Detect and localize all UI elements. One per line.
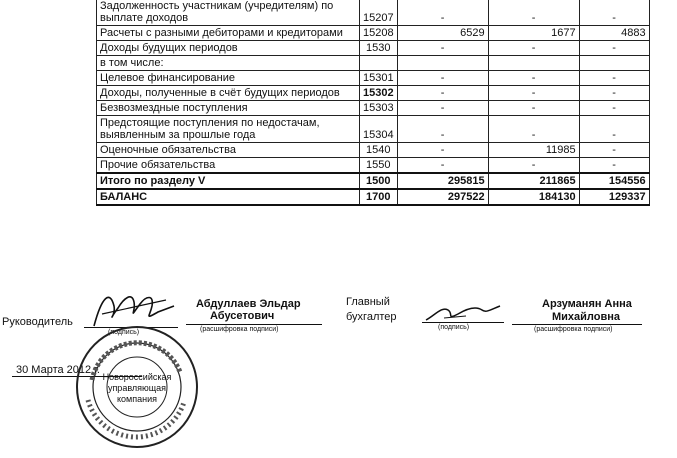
accountant-name-line2: Михайловна bbox=[552, 311, 621, 323]
row-value-3: - bbox=[579, 71, 649, 86]
row-value-1: - bbox=[397, 143, 488, 158]
row-code bbox=[360, 56, 398, 71]
row-code: 15301 bbox=[360, 71, 398, 86]
row-value-1: - bbox=[397, 158, 488, 174]
stamp-center-line2: управляющая bbox=[107, 383, 167, 393]
total-value-1: 295815 bbox=[397, 173, 488, 189]
total-value-2: 211865 bbox=[488, 173, 579, 189]
row-value-1: - bbox=[397, 71, 488, 86]
head-label: Руководитель bbox=[2, 316, 73, 328]
document-date: 30 Марта 2012 г. bbox=[16, 364, 100, 376]
accountant-sign-caption: (подпись) bbox=[438, 324, 470, 331]
row-value-3: 4883 bbox=[579, 26, 649, 41]
row-value-1: - bbox=[397, 86, 488, 101]
row-value-2: - bbox=[488, 86, 579, 101]
accountant-label-line2: бухгалтер bbox=[346, 311, 397, 323]
row-code: 1530 bbox=[360, 41, 398, 56]
row-label: Доходы, полученные в счёт будущих периодов bbox=[97, 86, 360, 101]
head-decode-line bbox=[186, 324, 322, 325]
total-code: 1500 bbox=[360, 173, 398, 189]
row-value-2: - bbox=[488, 101, 579, 116]
balance-table bbox=[96, 0, 650, 206]
row-value-3: - bbox=[579, 41, 649, 56]
row-value-3: - bbox=[579, 158, 649, 174]
table-row bbox=[97, 158, 650, 174]
table-row bbox=[97, 116, 650, 143]
row-label: Прочие обязательства bbox=[97, 158, 360, 174]
row-label: Доходы будущих периодов bbox=[97, 41, 360, 56]
row-value-3: - bbox=[579, 0, 649, 26]
row-value-1: 6529 bbox=[397, 26, 488, 41]
row-label: Расчеты с разными дебиторами и кредиторами bbox=[97, 26, 360, 41]
table-row bbox=[97, 101, 650, 116]
table-row bbox=[97, 26, 650, 41]
row-value-2: - bbox=[488, 116, 579, 143]
row-value-2 bbox=[488, 56, 579, 71]
head-name-line1: Абдуллаев Эльдар bbox=[196, 298, 301, 310]
stamp-center-line1: Новороссийская bbox=[102, 372, 172, 382]
row-code: 15208 bbox=[360, 26, 398, 41]
table-row bbox=[97, 56, 650, 71]
round-stamp-icon bbox=[72, 322, 202, 452]
row-value-3: - bbox=[579, 116, 649, 143]
accountant-decode-line bbox=[512, 324, 642, 325]
row-value-2: - bbox=[488, 0, 579, 26]
balance-code: 1700 bbox=[360, 189, 398, 205]
row-value-1: - bbox=[397, 101, 488, 116]
accountant-name-line1: Арзуманян Анна bbox=[542, 298, 632, 310]
table-row bbox=[97, 143, 650, 158]
head-decode-caption: (расшифровка подписи) bbox=[200, 326, 279, 333]
table-row bbox=[97, 0, 650, 26]
row-label: Целевое финансирование bbox=[97, 71, 360, 86]
table-row bbox=[97, 71, 650, 86]
table-row bbox=[97, 41, 650, 56]
accountant-decode-caption: (расшифровка подписи) bbox=[534, 326, 613, 333]
row-code: 1540 bbox=[360, 143, 398, 158]
row-value-2: 1677 bbox=[488, 26, 579, 41]
row-label: Предстоящие поступления по недостачам, выявленным за прошлые года bbox=[97, 116, 360, 143]
row-code: 15207 bbox=[360, 0, 398, 26]
row-value-2: - bbox=[488, 158, 579, 174]
balance-row bbox=[97, 189, 650, 205]
row-value-2: - bbox=[488, 71, 579, 86]
row-code: 15302 bbox=[360, 86, 398, 101]
total-value-3: 154556 bbox=[579, 173, 649, 189]
total-label: Итого по разделу V bbox=[97, 173, 360, 189]
accountant-label-line1: Главный bbox=[346, 296, 390, 308]
head-name-line2: Абусетович bbox=[210, 310, 275, 322]
row-value-1: - bbox=[397, 0, 488, 26]
row-value-1 bbox=[397, 56, 488, 71]
row-code: 15304 bbox=[360, 116, 398, 143]
row-value-3 bbox=[579, 56, 649, 71]
table-row bbox=[97, 86, 650, 101]
row-label: в том числе: bbox=[97, 56, 360, 71]
row-code: 1550 bbox=[360, 158, 398, 174]
balance-value-1: 297522 bbox=[397, 189, 488, 205]
row-value-2: 11985 bbox=[488, 143, 579, 158]
accountant-sign-line bbox=[422, 322, 504, 323]
row-value-3: - bbox=[579, 86, 649, 101]
row-code: 15303 bbox=[360, 101, 398, 116]
stamp-center-line3: компания bbox=[117, 394, 157, 404]
row-value-1: - bbox=[397, 41, 488, 56]
balance-value-2: 184130 bbox=[488, 189, 579, 205]
row-value-3: - bbox=[579, 143, 649, 158]
row-value-1: - bbox=[397, 116, 488, 143]
row-label: Оценочные обязательства bbox=[97, 143, 360, 158]
row-label: Задолженность участникам (учредителям) по выплате доходов bbox=[97, 0, 360, 26]
row-value-2: - bbox=[488, 41, 579, 56]
row-value-3: - bbox=[579, 101, 649, 116]
total-row bbox=[97, 173, 650, 189]
balance-label: БАЛАНС bbox=[97, 189, 360, 205]
head-sign-caption: (подпись) bbox=[108, 329, 140, 336]
row-label: Безвозмездные поступления bbox=[97, 101, 360, 116]
balance-value-3: 129337 bbox=[579, 189, 649, 205]
